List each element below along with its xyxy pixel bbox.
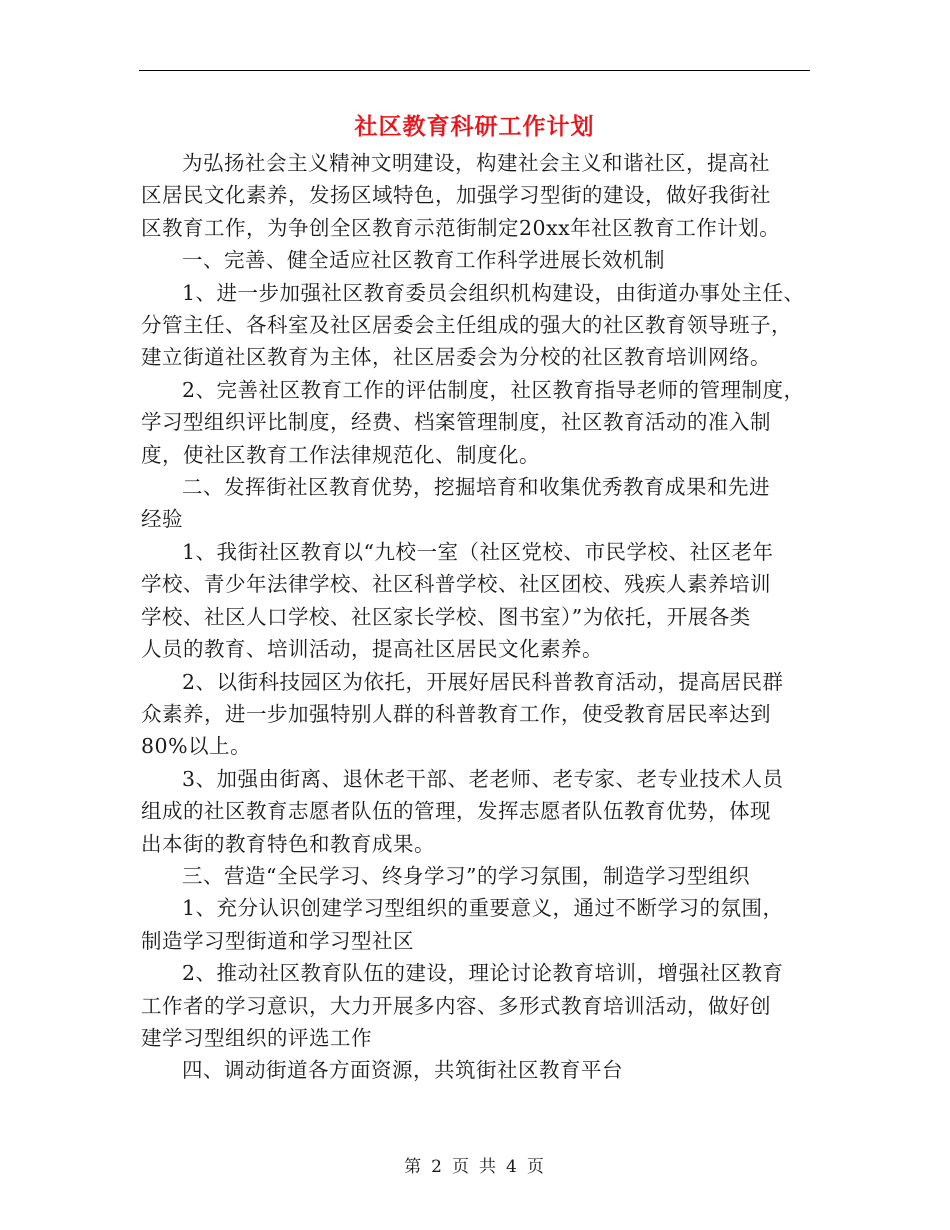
paragraph-line: 2、完善社区教育工作的评估制度，社区教育指导老师的管理制度， [182, 377, 805, 402]
footer-prefix: 第 [404, 1157, 424, 1177]
footer-total-pages: 4 [506, 1157, 519, 1177]
paragraph [141, 1054, 811, 1086]
paragraph-line: 组成的社区教育志愿者队伍的管理，发挥志愿者队伍教育优势，体现 [141, 799, 771, 824]
paragraph [141, 957, 811, 1054]
footer-total-label: 共 [479, 1157, 498, 1177]
paragraph [141, 860, 811, 892]
paragraph-line: 学习型组织评比制度，经费、档案管理制度，社区教育活动的准入制 [141, 410, 771, 435]
paragraph-line: 出本街的教育特色和教育成果。 [141, 831, 435, 856]
paragraph-line: 人员的教育、培训活动，提高社区居民文化素养。 [141, 637, 603, 662]
paragraph-line: 经验 [141, 507, 183, 532]
paragraph-line: 学校、青少年法律学校、社区科普学校、社区团校、残疾人素养培训 [141, 572, 771, 597]
paragraph-line: 三、营造“全民学习、终身学习”的学习氛围，制造学习型组织 [182, 863, 750, 888]
footer-page-label: 页 [452, 1157, 471, 1177]
paragraph [141, 277, 811, 374]
paragraph-line: 80%以上。 [141, 734, 252, 759]
footer-suffix: 页 [526, 1157, 546, 1177]
paragraph-line: 众素养，进一步加强特别人群的科普教育工作，使受教育居民率达到 [141, 701, 771, 726]
page-footer [0, 1152, 950, 1177]
paragraph-line: 2、推动社区教育队伍的建设，理论讨论教育培训，增强社区教育 [182, 961, 784, 986]
paragraph [141, 666, 811, 763]
paragraph [141, 763, 811, 860]
paragraph-line: 工作者的学习意识，大力开展多内容、多形式教育培训活动，做好创 [141, 993, 771, 1018]
paragraph-line: 建学习型组织的评选工作 [141, 1025, 372, 1050]
paragraph-line: 制造学习型街道和学习型社区 [141, 928, 414, 953]
paragraph-line: 建立街道社区教育为主体，社区居委会为分校的社区教育培训网络。 [141, 345, 771, 370]
paragraph [141, 536, 811, 666]
paragraph-line: 度，使社区教育工作法律规范化、制度化。 [141, 442, 540, 467]
paragraph-line: 2、以街科技园区为依托，开展好居民科普教育活动，提高居民群 [182, 669, 784, 694]
paragraph [141, 471, 811, 536]
paragraph [141, 892, 811, 957]
paragraph-line: 学校、社区人口学校、社区家长学校、图书室）”为依托，开展各类 [141, 604, 751, 629]
document-body [141, 147, 811, 1087]
paragraph-line: 四、调动街道各方面资源，共筑街社区教育平台 [182, 1058, 623, 1083]
paragraph [141, 147, 811, 244]
header-rule [139, 70, 810, 71]
paragraph-line: 为弘扬社会主义精神文明建设，构建社会主义和谐社区，提高社 [182, 151, 770, 175]
paragraph-line: 1、充分认识创建学习型组织的重要意义，通过不断学习的氛围， [182, 896, 784, 921]
document-title: 社区教育科研工作计划 [354, 113, 595, 140]
paragraph [141, 374, 811, 471]
paragraph-line: 一、完善、健全适应社区教育工作科学进展长效机制 [182, 248, 665, 273]
paragraph-line: 区教育工作，为争创全区教育示范街制定20xx年社区教育工作计划。 [141, 215, 781, 240]
paragraph-line: 1、进一步加强社区教育委员会组织机构建设，由街道办事处主任、 [182, 280, 805, 305]
paragraph-line: 3、加强由街离、退休老干部、老老师、老专家、老专业技术人员 [182, 766, 784, 791]
paragraph [141, 244, 811, 276]
footer-page-number: 2 [431, 1157, 444, 1177]
paragraph-line: 分管主任、各科室及社区居委会主任组成的强大的社区教育领导班子， [141, 313, 792, 338]
paragraph-line: 二、发挥街社区教育优势，挖掘培育和收集优秀教育成果和先进 [182, 475, 770, 500]
paragraph-line: 1、我街社区教育以“九校一室（社区党校、市民学校、社区老年 [182, 539, 774, 564]
paragraph-line: 区居民文化素养，发扬区域特色，加强学习型街的建设，做好我街社 [141, 183, 771, 208]
